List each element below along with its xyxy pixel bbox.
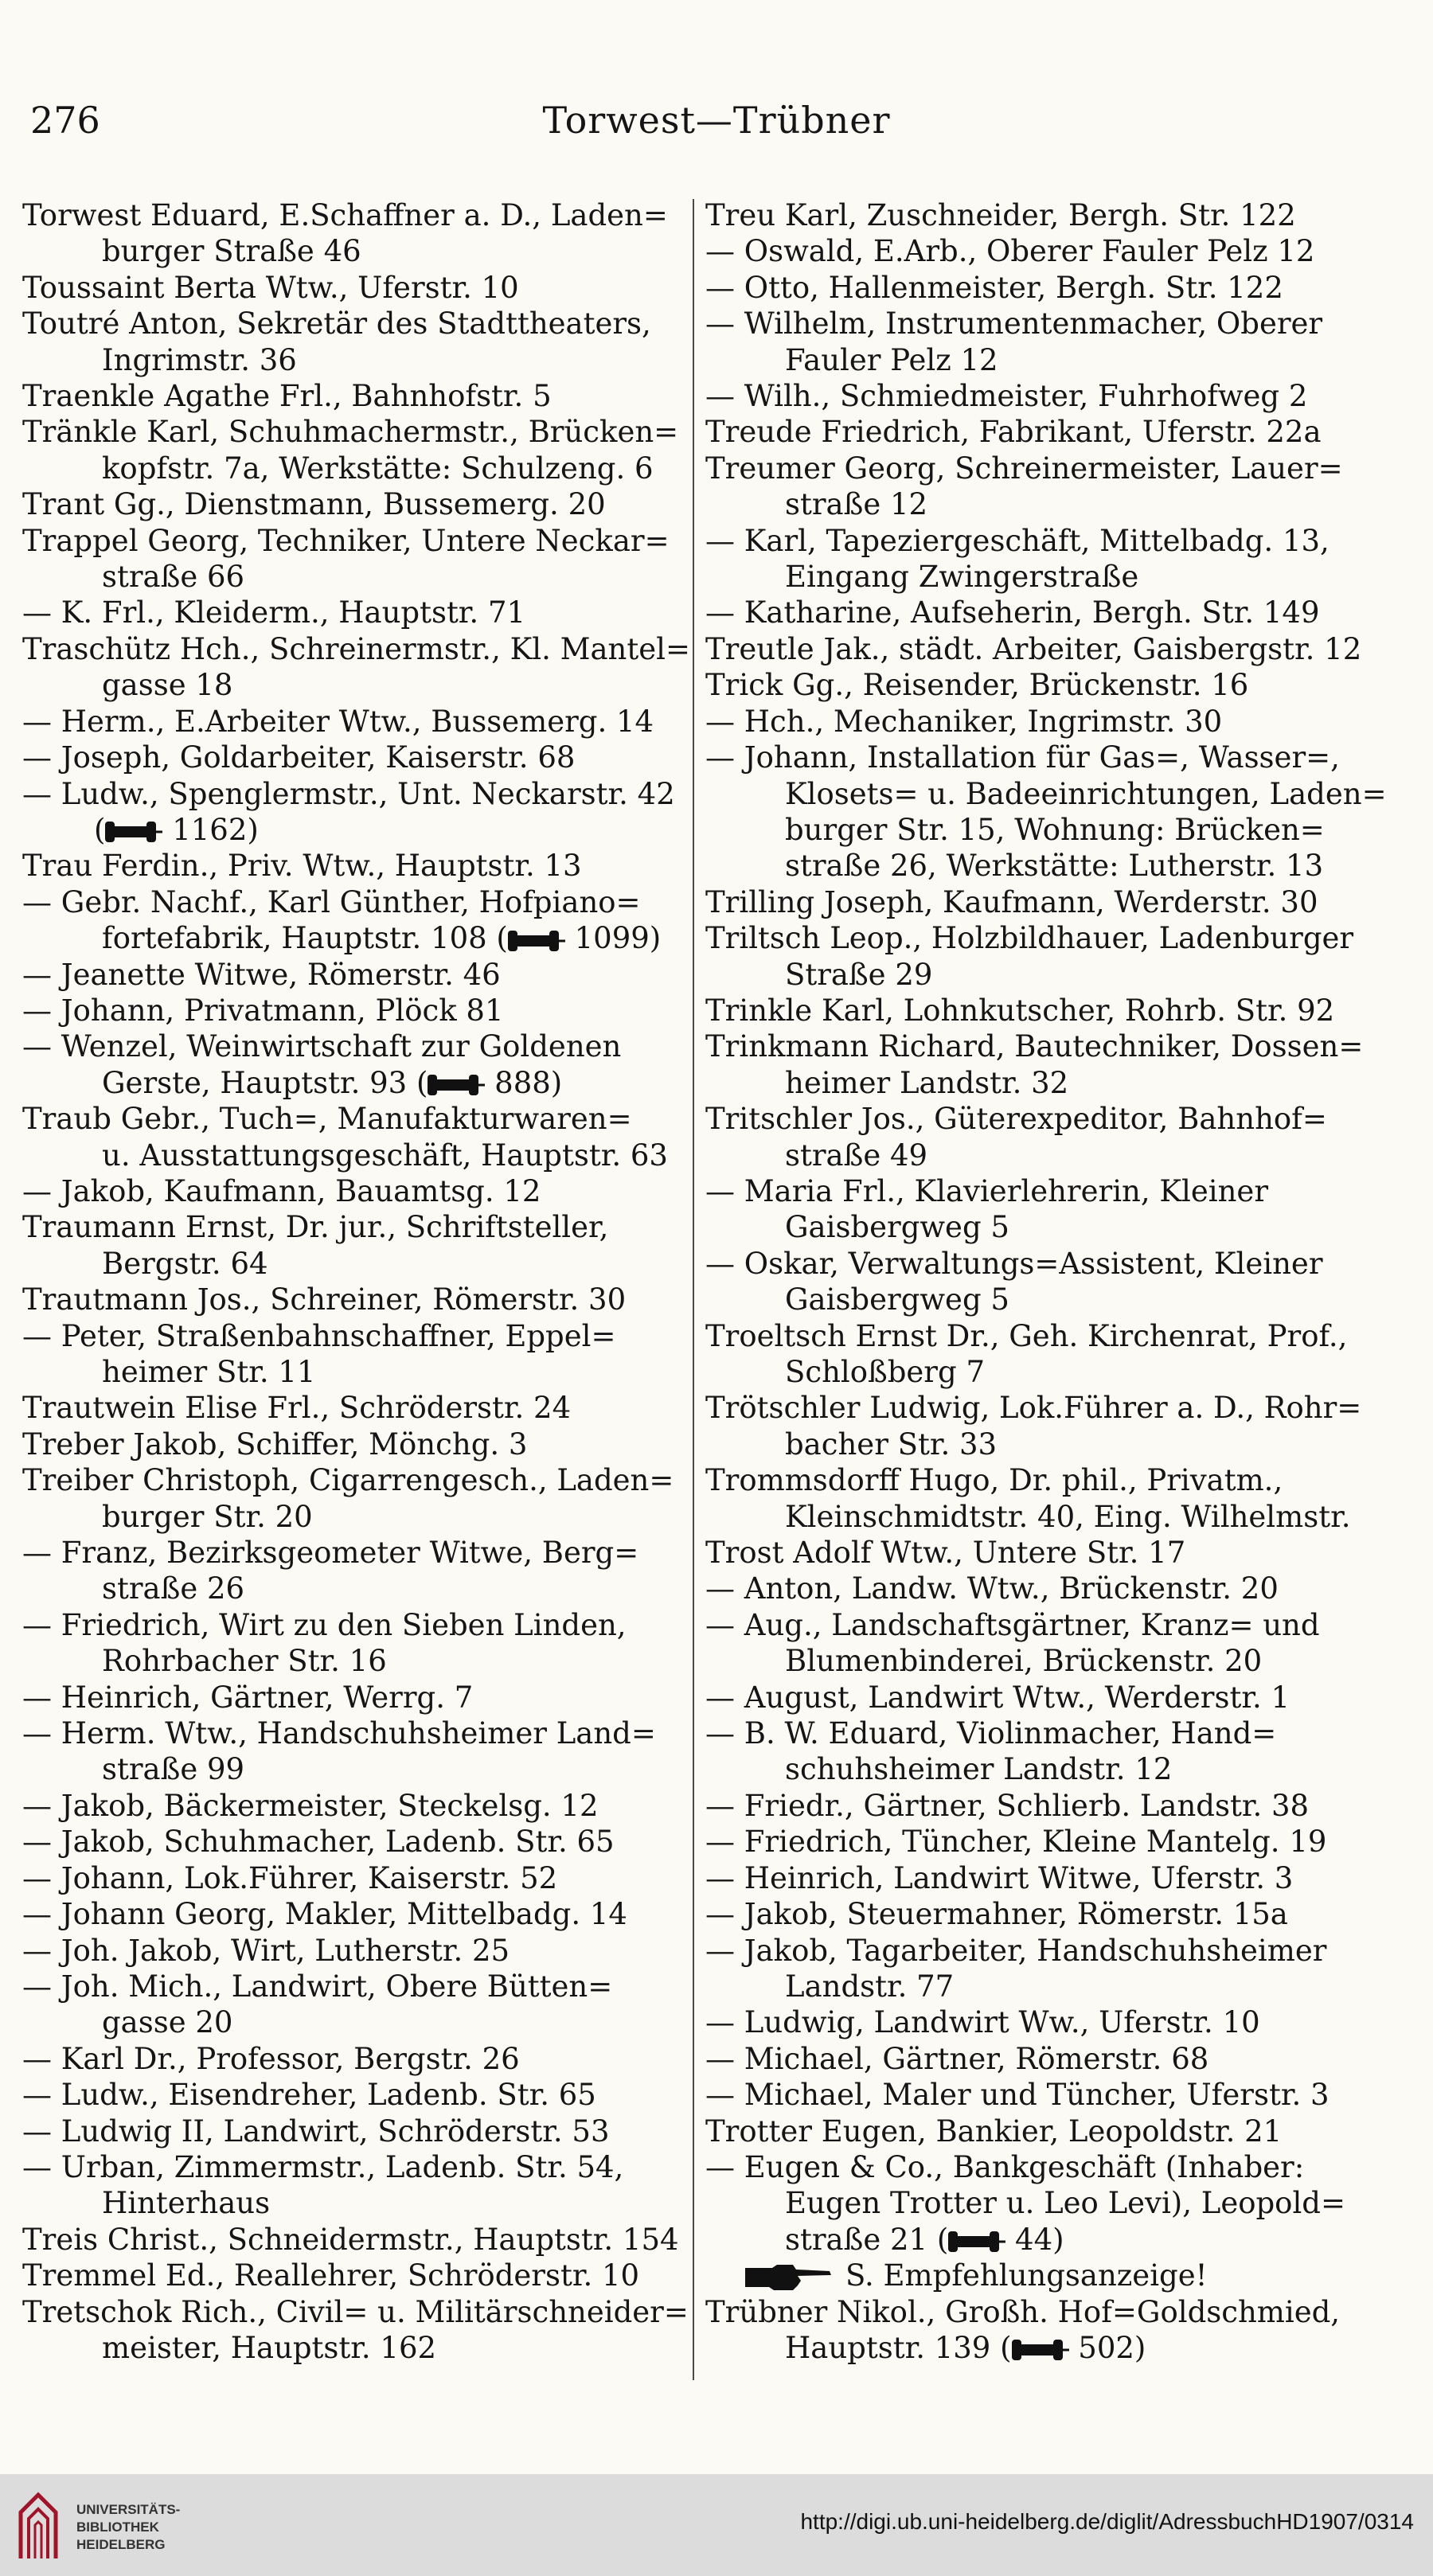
directory-entry — [705, 1028, 1366, 1101]
entry-line: Trübner Nikol., Großh. Hof=Goldschmied, — [705, 2294, 1341, 2329]
right-column — [705, 197, 1387, 2366]
entry-line: Traschütz Hch., Schreinermstr., Kl. Mantel= — [22, 631, 690, 666]
entry-line: — Friedrich, Wirt zu den Sieben Linden, — [22, 1607, 627, 1642]
directory-entry — [705, 2294, 1366, 2367]
directory-entry — [705, 306, 1366, 378]
entry-line: — Wenzel, Weinwirtschaft zur Goldenen — [22, 1029, 622, 1064]
entry-continuation-line: Rohrbacher Str. 16 — [102, 1644, 387, 1679]
entry-continuation-line: Eugen Trotter u. Leo Levi), Leopold= — [785, 2186, 1345, 2221]
directory-entry — [705, 1680, 1366, 1715]
entry-continuation-line: burger Str. 15, Wohnung: Brücken= — [785, 812, 1325, 847]
directory-entry — [22, 957, 683, 993]
entry-line: — Wilh., Schmiedmeister, Fuhrhofweg 2 — [705, 379, 1308, 414]
directory-entry — [705, 1571, 1366, 1606]
directory-entry — [705, 631, 1366, 667]
telephone-icon — [105, 820, 162, 844]
entry-continuation-line: burger Straße 46 — [102, 234, 361, 269]
entry-continuation-line: bacher Str. 33 — [785, 1427, 998, 1462]
entry-line: — Oswald, E.Arb., Oberer Fauler Pelz 12 — [705, 234, 1315, 269]
directory-entry — [22, 2041, 683, 2077]
directory-entry — [705, 704, 1366, 740]
directory-entry — [705, 451, 1366, 523]
library-logo-icon — [14, 2488, 62, 2562]
entry-line: Treumer Georg, Schreinermeister, Lauer= — [705, 451, 1343, 486]
entry-continuation-line: Eingang Zwingerstraße — [785, 560, 1139, 595]
directory-entry — [22, 1715, 683, 1788]
entry-line: — Katharine, Aufseherin, Bergh. Str. 149 — [705, 595, 1320, 630]
directory-entry — [22, 740, 683, 775]
entry-line: — Franz, Bezirksgeometer Witwe, Berg= — [22, 1536, 639, 1571]
directory-entry — [22, 2113, 683, 2149]
running-head: Torwest—Trübner — [542, 99, 891, 142]
entry-line: — Eugen & Co., Bankgeschäft (Inhaber: — [705, 2149, 1305, 2184]
directory-entry — [22, 1824, 683, 1860]
entry-line: Treber Jakob, Schiffer, Mönchg. 3 — [22, 1427, 528, 1462]
entry-line: Traub Gebr., Tuch=, Manufakturwaren= — [22, 1102, 632, 1137]
entry-continuation-line: Straße 29 — [785, 957, 933, 992]
entry-line: — Karl Dr., Professor, Bergstr. 26 — [22, 2041, 520, 2076]
entry-continuation-line: Klosets= u. Badeeinrichtungen, Laden= — [785, 776, 1387, 811]
entry-line: — Peter, Straßenbahnschaffner, Eppel= — [22, 1318, 616, 1353]
entry-line: Tränkle Karl, Schuhmachermstr., Brücken= — [22, 415, 679, 450]
entry-line: — Heinrich, Gärtner, Werrg. 7 — [22, 1680, 474, 1715]
entry-continuation-line: straße 21 ( 44) — [785, 2222, 1064, 2257]
entry-line: — Oskar, Verwaltungs=Assistent, Kleiner — [705, 1246, 1323, 1281]
entry-line: Traumann Ernst, Dr. jur., Schriftsteller, — [22, 1210, 609, 1245]
directory-entry — [705, 1462, 1366, 1535]
entry-continuation-line: meister, Hauptstr. 162 — [102, 2330, 437, 2365]
directory-entry — [22, 1933, 683, 1969]
entry-continuation-line: gasse 18 — [102, 668, 233, 703]
entry-line: Torwest Eduard, E.Schaffner a. D., Laden= — [22, 198, 668, 232]
entry-line: Trappel Georg, Techniker, Untere Neckar= — [22, 523, 670, 558]
entry-line: Traenkle Agathe Frl., Bahnhofstr. 5 — [22, 379, 552, 414]
entry-continuation-line: heimer Str. 11 — [102, 1355, 316, 1389]
directory-entry — [22, 1680, 683, 1715]
directory-entry — [705, 667, 1366, 703]
entry-line: — B. W. Eduard, Violinmacher, Hand= — [705, 1716, 1277, 1751]
directory-entry — [22, 486, 683, 522]
entry-continuation-line: Landstr. 77 — [785, 1969, 955, 2004]
entry-line: Treis Christ., Schneidermstr., Hauptstr. 154 — [22, 2222, 679, 2257]
entry-line: — Jakob, Schuhmacher, Ladenb. Str. 65 — [22, 1825, 615, 1860]
entry-line: — Friedr., Gärtner, Schlierb. Landstr. 38 — [705, 1788, 1310, 1823]
directory-entry — [22, 1173, 683, 1209]
directory-entry — [22, 2258, 683, 2293]
directory-entry — [22, 1282, 683, 1317]
entry-continuation-line: Gerste, Hauptstr. 93 ( 888) — [102, 1065, 563, 1100]
entry-line: Trick Gg., Reisender, Brückenstr. 16 — [705, 668, 1249, 703]
directory-entry — [705, 2113, 1366, 2149]
entry-line: — Gebr. Nachf., Karl Günther, Hofpiano= — [22, 884, 641, 919]
entry-line: — Johann, Installation für Gas=, Wasser=, — [705, 740, 1340, 775]
directory-entry — [22, 270, 683, 306]
phone-number: 502) — [1068, 2330, 1146, 2365]
directory-entry — [22, 378, 683, 414]
directory-entry — [705, 1715, 1366, 1788]
entry-line: Trilling Joseph, Kaufmann, Werderstr. 30 — [705, 884, 1318, 919]
entry-line: Trinkle Karl, Lohnkutscher, Rohrb. Str. 92 — [705, 993, 1335, 1028]
directory-entry — [22, 414, 683, 486]
entry-line: — Otto, Hallenmeister, Bergh. Str. 122 — [705, 270, 1283, 305]
entry-line: — Johann Georg, Makler, Mittelbadg. 14 — [22, 1897, 627, 1932]
telephone-icon — [1012, 2338, 1069, 2362]
entry-continuation-line: Kleinschmidtstr. 40, Eing. Wilhelmstr. — [785, 1499, 1351, 1534]
directory-entry — [22, 2222, 683, 2258]
entry-line: — Anton, Landw. Wtw., Brückenstr. 20 — [705, 1571, 1279, 1606]
entry-line: — Aug., Landschaftsgärtner, Kranz= und — [705, 1607, 1320, 1642]
entry-line: — Karl, Tapeziergeschäft, Mittelbadg. 13, — [705, 523, 1330, 558]
directory-entry — [705, 920, 1366, 993]
entry-line: Treutle Jak., städt. Arbeiter, Gaisbergstr. 12 — [705, 631, 1362, 666]
entry-line: — Hch., Mechaniker, Ingrimstr. 30 — [705, 704, 1223, 739]
entry-line: Trautwein Elise Frl., Schröderstr. 24 — [22, 1391, 572, 1426]
entry-line: — Ludwig II, Landwirt, Schröderstr. 53 — [22, 2113, 610, 2149]
entry-line: — Herm. Wtw., Handschuhsheimer Land= — [22, 1716, 656, 1751]
entry-continuation-line: Ingrimstr. 36 — [102, 342, 297, 377]
directory-entry — [705, 2041, 1366, 2077]
directory-entry — [22, 2149, 683, 2222]
directory-entry — [22, 1318, 683, 1391]
directory-entry — [22, 631, 690, 704]
entry-line: Trautmann Jos., Schreiner, Römerstr. 30 — [22, 1282, 627, 1317]
telephone-icon — [948, 2230, 1005, 2254]
entry-line: Treude Friedrich, Fabrikant, Uferstr. 22a — [705, 415, 1322, 450]
phone-number: 888) — [485, 1065, 563, 1100]
directory-entry — [705, 1896, 1366, 1932]
pointing-hand-icon — [745, 2263, 833, 2293]
directory-entry — [22, 1390, 683, 1426]
directory-entry — [705, 1246, 1366, 1318]
directory-entry — [705, 1535, 1366, 1571]
directory-entry — [22, 2077, 683, 2113]
entry-line: — Herm., E.Arbeiter Wtw., Bussemerg. 14 — [22, 704, 654, 739]
entry-line: — Joh. Jakob, Wirt, Lutherstr. 25 — [22, 1933, 510, 1968]
phone-number: 44) — [1005, 2222, 1064, 2257]
entry-phone-line: ( 1162) — [94, 812, 259, 847]
directory-entry — [22, 2294, 689, 2367]
column-divider — [693, 199, 694, 2380]
directory-entry — [705, 270, 1366, 306]
directory-entry — [22, 1427, 683, 1462]
entry-line: — Michael, Maler und Tüncher, Uferstr. 3 — [705, 2078, 1330, 2113]
directory-entry — [705, 1824, 1366, 1860]
library-name: UNIVERSITÄTS- BIBLIOTHEK HEIDELBERG — [76, 2502, 181, 2552]
advertisement-reference-text: S. Empfehlungsanzeige! — [845, 2258, 1208, 2293]
entry-line: — Joh. Mich., Landwirt, Obere Bütten= — [22, 1969, 613, 2004]
directory-entry — [22, 704, 683, 740]
directory-entry — [705, 2258, 1366, 2293]
entry-line: Trost Adolf Wtw., Untere Str. 17 — [705, 1536, 1186, 1571]
entry-line: — Ludw., Spenglermstr., Unt. Neckarstr. 42 — [22, 776, 675, 811]
entry-line: — K. Frl., Kleiderm., Hauptstr. 71 — [22, 595, 526, 630]
directory-entry — [705, 523, 1366, 595]
directory-entry — [705, 378, 1366, 414]
directory-entry — [705, 233, 1366, 269]
page-number: 276 — [30, 99, 100, 142]
directory-entry — [22, 1535, 683, 1607]
directory-entry — [22, 1101, 683, 1173]
entry-continuation-line: burger Str. 20 — [102, 1499, 313, 1534]
entry-continuation-line: Schloßberg 7 — [785, 1355, 985, 1389]
directory-entry — [22, 306, 683, 378]
directory-entry — [705, 1101, 1366, 1173]
entry-line: — Johann, Lok.Führer, Kaiserstr. 52 — [22, 1860, 558, 1895]
footer-bar — [0, 2474, 1433, 2576]
directory-entry — [22, 884, 683, 957]
entry-line: — Joseph, Goldarbeiter, Kaiserstr. 68 — [22, 740, 576, 775]
entry-line: — Urban, Zimmermstr., Ladenb. Str. 54, — [22, 2149, 624, 2184]
directory-entry — [22, 1896, 683, 1932]
directory-entry — [22, 1028, 683, 1101]
entry-line: Triltsch Leop., Holzbildhauer, Ladenburger — [705, 921, 1354, 956]
entry-continuation-line: schuhsheimer Landstr. 12 — [785, 1752, 1173, 1787]
entry-continuation-line: straße 26, Werkstätte: Lutherstr. 13 — [785, 849, 1324, 884]
entry-line: — Jakob, Kaufmann, Bauamtsg. 12 — [22, 1173, 541, 1208]
directory-entry — [705, 1860, 1366, 1896]
entry-line: Tritschler Jos., Güterexpeditor, Bahnhof= — [705, 1102, 1327, 1137]
entry-continuation-line: Blumenbinderei, Brückenstr. 20 — [785, 1644, 1263, 1679]
entry-line: — Heinrich, Landwirt Witwe, Uferstr. 3 — [705, 1860, 1294, 1895]
directory-entry — [22, 1607, 683, 1680]
directory-entry — [705, 414, 1366, 450]
directory-entry — [705, 1390, 1366, 1462]
directory-entry — [22, 1860, 683, 1896]
entry-continuation-line: Hinterhaus — [102, 2186, 271, 2221]
directory-entry — [705, 2004, 1366, 2040]
directory-entry — [22, 197, 683, 270]
entry-line: — Jeanette Witwe, Römerstr. 46 — [22, 957, 501, 992]
entry-continuation-line: Hauptstr. 139 ( 502) — [785, 2330, 1146, 2365]
entry-continuation-line: fortefabrik, Hauptstr. 108 ( 1099) — [102, 921, 662, 956]
entry-continuation-line: u. Ausstattungsgeschäft, Hauptstr. 63 — [102, 1138, 668, 1173]
directory-entry — [22, 1462, 683, 1535]
directory-entry — [22, 523, 683, 595]
directory-entry — [705, 595, 1366, 630]
directory-entry — [22, 595, 683, 630]
entry-line: Tretschok Rich., Civil= u. Militärschneider= — [22, 2294, 689, 2329]
entry-line: Treu Karl, Zuschneider, Bergh. Str. 122 — [705, 198, 1296, 232]
directory-entry — [22, 776, 683, 849]
directory-entry — [22, 993, 683, 1028]
entry-continuation-line: Gaisbergweg 5 — [785, 1210, 1009, 1245]
entry-line: Trinkmann Richard, Bautechniker, Dossen= — [705, 1029, 1364, 1064]
entry-continuation-line: Bergstr. 64 — [102, 1246, 268, 1281]
directory-entry — [705, 884, 1366, 920]
entry-line: — Ludwig, Landwirt Ww., Uferstr. 10 — [705, 2005, 1260, 2040]
telephone-icon — [508, 929, 565, 953]
entry-continuation-line: kopfstr. 7a, Werkstätte: Schulzeng. 6 — [102, 451, 654, 486]
entry-line: — Maria Frl., Klavierlehrerin, Kleiner — [705, 1173, 1269, 1208]
phone-number: 1162) — [162, 812, 259, 847]
directory-entry — [705, 993, 1366, 1028]
entry-continuation-line: heimer Landstr. 32 — [785, 1065, 1069, 1100]
entry-line: Trau Ferdin., Priv. Wtw., Hauptstr. 13 — [22, 849, 582, 884]
directory-entry — [22, 1788, 683, 1824]
entry-line: Trommsdorff Hugo, Dr. phil., Privatm., — [705, 1463, 1283, 1498]
entry-continuation-line: straße 12 — [785, 487, 928, 522]
entry-continuation-line: straße 49 — [785, 1138, 928, 1173]
advertisement-reference — [705, 2258, 1366, 2293]
directory-entry — [705, 740, 1387, 884]
entry-continuation-line: Gaisbergweg 5 — [785, 1282, 1009, 1317]
directory-entry — [705, 197, 1366, 233]
entry-line: Toutré Anton, Sekretär des Stadttheaters, — [22, 306, 651, 342]
directory-entry — [705, 1933, 1366, 2005]
left-column — [22, 197, 690, 2366]
entry-line: — August, Landwirt Wtw., Werderstr. 1 — [705, 1680, 1290, 1715]
directory-entry — [22, 1209, 683, 1282]
entry-line: Treiber Christoph, Cigarrengesch., Laden= — [22, 1463, 674, 1498]
directory-entry — [705, 1788, 1366, 1824]
entry-continuation-line: straße 66 — [102, 560, 245, 595]
directory-entry — [705, 1173, 1366, 1246]
entry-line: — Jakob, Steuermahner, Römerstr. 15a — [705, 1897, 1288, 1932]
entry-line: — Friedrich, Tüncher, Kleine Mantelg. 19 — [705, 1825, 1327, 1860]
directory-entry — [705, 2149, 1366, 2258]
directory-entry — [22, 1969, 683, 2041]
directory-entry — [705, 1318, 1366, 1391]
directory-entry — [705, 2077, 1366, 2113]
source-url-link[interactable]: http://digi.ub.uni-heidelberg.de/diglit/AdressbuchHD1907/0314 — [800, 2509, 1414, 2534]
entry-line: Trant Gg., Dienstmann, Bussemerg. 20 — [22, 487, 606, 522]
directory-entry — [22, 848, 683, 884]
entry-line: Trötschler Ludwig, Lok.Führer a. D., Rohr= — [705, 1391, 1362, 1426]
entry-line: — Jakob, Tagarbeiter, Handschuhsheimer — [705, 1933, 1327, 1968]
entry-line: — Jakob, Bäckermeister, Steckelsg. 12 — [22, 1788, 599, 1823]
entry-line: Trotter Eugen, Bankier, Leopoldstr. 21 — [705, 2113, 1283, 2149]
entry-continuation-line: straße 26 — [102, 1571, 245, 1606]
entry-line: — Johann, Privatmann, Plöck 81 — [22, 993, 504, 1028]
phone-number: 1099) — [564, 921, 662, 956]
entry-continuation-line: gasse 20 — [102, 2005, 233, 2040]
entry-line: Toussaint Berta Wtw., Uferstr. 10 — [22, 270, 519, 305]
entry-line: — Ludw., Eisendreher, Ladenb. Str. 65 — [22, 2078, 596, 2113]
directory-entry — [705, 1607, 1366, 1680]
telephone-icon — [428, 1073, 485, 1097]
entry-line: Tremmel Ed., Reallehrer, Schröderstr. 10 — [22, 2258, 640, 2293]
entry-line: — Wilhelm, Instrumentenmacher, Oberer — [705, 306, 1323, 342]
entry-line: Troeltsch Ernst Dr., Geh. Kirchenrat, Prof., — [705, 1318, 1348, 1353]
entry-continuation-line: Fauler Pelz 12 — [785, 342, 998, 377]
entry-continuation-line: straße 99 — [102, 1752, 245, 1787]
entry-line: — Michael, Gärtner, Römerstr. 68 — [705, 2041, 1209, 2076]
